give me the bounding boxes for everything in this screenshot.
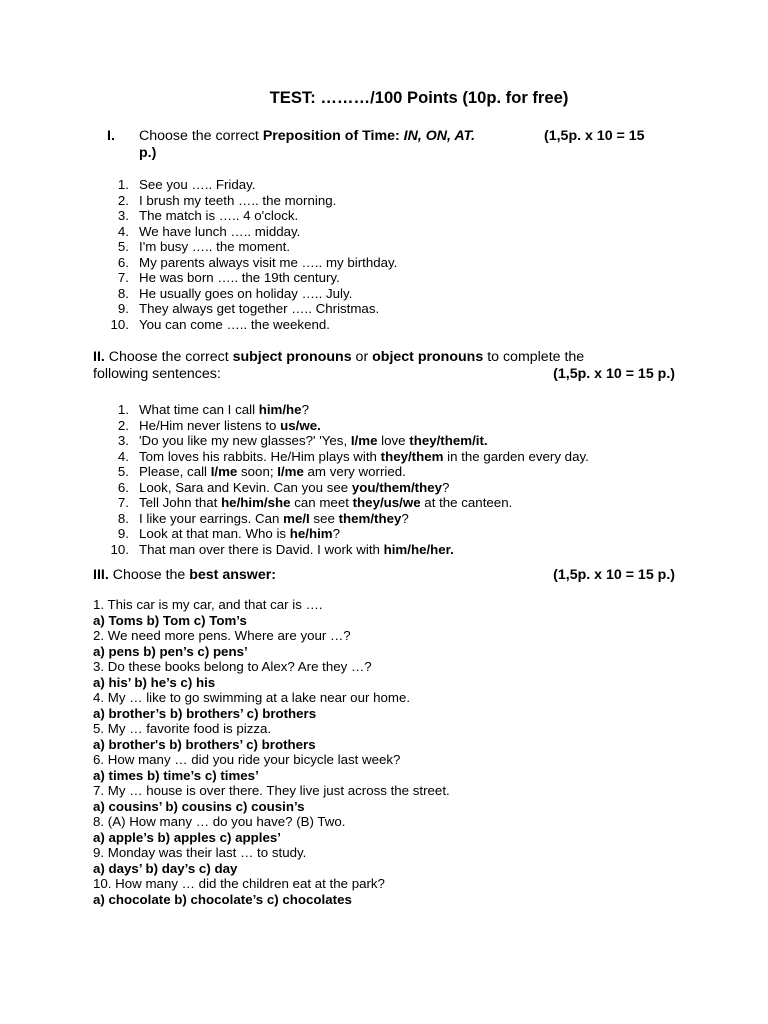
section-2-list bbox=[110, 402, 589, 557]
item-number: 10. bbox=[110, 541, 129, 557]
pronoun-options: they/them/it. bbox=[409, 433, 488, 448]
item-text: See you ….. Friday. bbox=[139, 177, 256, 192]
question: 8. (A) How many … do you have? (B) Two. bbox=[93, 814, 346, 829]
list-item bbox=[117, 270, 397, 286]
section-1-text-bold: Preposition of Time: bbox=[262, 128, 400, 144]
section-3-points: (1,5p. x 10 = 15 p.) bbox=[553, 567, 675, 583]
section-2-text-3: to complete the bbox=[483, 349, 585, 365]
list-item bbox=[117, 177, 397, 193]
list-item bbox=[117, 223, 397, 240]
list-item bbox=[110, 541, 589, 558]
list-item bbox=[117, 433, 589, 449]
item-text: Please, call bbox=[139, 464, 211, 479]
item-text: That man over there is David. I work with bbox=[139, 541, 384, 557]
item-text: Tom loves his rabbits. He/Him plays with bbox=[139, 448, 381, 464]
answer-options: a) days’ b) day’s c) day bbox=[93, 860, 238, 876]
answer-options: a) times b) time’s c) times’ bbox=[93, 767, 259, 783]
item-text: What time can I call bbox=[139, 402, 259, 417]
item-text: You can come ….. the weekend. bbox=[139, 316, 330, 332]
list-item bbox=[117, 448, 589, 465]
item-text: The match is ….. 4 o'clock. bbox=[139, 208, 299, 223]
item-text: My parents always visit me ….. my birthday. bbox=[139, 254, 398, 270]
section-3-list bbox=[93, 597, 450, 907]
section-1-text: Choose the correct bbox=[139, 128, 263, 144]
list-item bbox=[110, 316, 397, 333]
question: 1. This car is my car, and that car is …. bbox=[93, 597, 323, 612]
section-1-list bbox=[110, 177, 398, 332]
question: 7. My … house is over there. They live just across the street. bbox=[93, 783, 450, 798]
item-number: 3. bbox=[117, 208, 129, 223]
pronoun-options: I/me bbox=[277, 464, 304, 479]
section-2-heading bbox=[93, 349, 675, 383]
section-2-bold-2: object pronouns bbox=[372, 349, 484, 365]
item-text: am very worried. bbox=[303, 464, 406, 479]
section-2-points: (1,5p. x 10 = 15 p.) bbox=[553, 366, 675, 382]
question: 4. My … like to go swimming at a lake near our home. bbox=[93, 690, 411, 705]
section-3-number: III. bbox=[93, 567, 109, 583]
item-text: ? bbox=[332, 526, 341, 541]
answer-options: a) apple’s b) apples c) apples’ bbox=[93, 829, 281, 845]
list-item bbox=[117, 239, 397, 255]
question: 9. Monday was their last … to study. bbox=[93, 845, 307, 860]
list-item bbox=[117, 192, 397, 209]
item-text: see bbox=[309, 510, 339, 526]
item-text: We have lunch ….. midday. bbox=[139, 223, 301, 239]
pronoun-options: me/I bbox=[283, 510, 310, 526]
question: 10. How many … did the children eat at the park? bbox=[93, 876, 385, 891]
item-number: 9. bbox=[117, 301, 129, 316]
item-text: ? bbox=[401, 510, 409, 526]
item-number: 1. bbox=[117, 402, 129, 417]
item-number: 8. bbox=[117, 285, 129, 301]
pronoun-options: he/him bbox=[289, 526, 333, 541]
item-text: ? bbox=[442, 479, 450, 495]
section-2-instruction-line-2: following sentences: bbox=[93, 366, 221, 382]
pronoun-options: him/he/her. bbox=[383, 541, 454, 557]
pronoun-options: they/us/we bbox=[352, 495, 421, 510]
answer-options: a) cousins’ b) cousins c) cousin’s bbox=[93, 798, 305, 814]
list-item bbox=[117, 285, 397, 302]
pronoun-options: they/them bbox=[380, 448, 444, 464]
answer-options: a) brother’s b) brothers’ c) brothers bbox=[93, 705, 317, 721]
section-3-bold: best answer: bbox=[189, 567, 276, 583]
item-text: He usually goes on holiday ….. July. bbox=[139, 285, 353, 301]
section-2-number: II. bbox=[93, 349, 105, 365]
pronoun-options: I/me bbox=[210, 464, 238, 479]
page-title: TEST: ………/100 Points (10p. for free) bbox=[269, 88, 569, 107]
item-text: ? bbox=[301, 402, 309, 417]
answer-options: a) Toms b) Tom c) Tom’s bbox=[93, 612, 247, 628]
item-number: 7. bbox=[117, 270, 129, 285]
pronoun-options: us/we. bbox=[280, 417, 321, 433]
section-1-number: I. bbox=[107, 128, 115, 144]
section-1-instruction bbox=[139, 128, 519, 145]
section-2-text-2: or bbox=[351, 349, 373, 365]
list-item bbox=[117, 417, 589, 434]
item-number: 6. bbox=[117, 254, 129, 270]
section-3-text: Choose the bbox=[108, 567, 190, 583]
section-1-options: IN, ON, AT. bbox=[399, 128, 476, 144]
question: 6. How many … did you ride your bicycle last week? bbox=[93, 752, 401, 767]
item-text: I like your earrings. Can bbox=[139, 510, 284, 526]
list-item bbox=[117, 495, 589, 511]
pronoun-options: you/them/they bbox=[351, 479, 443, 495]
item-number: 4. bbox=[117, 448, 129, 464]
item-text: love bbox=[377, 433, 410, 448]
section-3-heading bbox=[93, 567, 675, 584]
item-number: 2. bbox=[117, 417, 129, 433]
item-number: 9. bbox=[117, 526, 129, 541]
item-number: 5. bbox=[117, 464, 129, 479]
list-item bbox=[117, 510, 589, 527]
item-number: 4. bbox=[117, 223, 129, 239]
item-text: Look at that man. Who is bbox=[139, 526, 290, 541]
item-number: 10. bbox=[110, 316, 129, 332]
section-1-points-cont: p.) bbox=[139, 145, 157, 161]
list-item bbox=[117, 301, 397, 317]
question: 2. We need more pens. Where are your …? bbox=[93, 628, 351, 643]
section-1-points: (1,5p. x 10 = 15 bbox=[544, 128, 645, 144]
item-number: 5. bbox=[117, 239, 129, 254]
answer-options: a) pens b) pen’s c) pens’ bbox=[93, 643, 248, 659]
item-text: Tell John that bbox=[139, 495, 222, 510]
list-item bbox=[117, 254, 398, 271]
pronoun-options: him/he bbox=[258, 402, 302, 417]
item-number: 7. bbox=[117, 495, 129, 510]
item-text: Look, Sara and Kevin. Can you see bbox=[139, 479, 352, 495]
answer-options: a) chocolate b) chocolate’s c) chocolates bbox=[93, 891, 352, 907]
item-number: 2. bbox=[117, 192, 129, 208]
item-text: They always get together ….. Christmas. bbox=[139, 301, 380, 316]
list-item bbox=[117, 526, 589, 542]
pronoun-options: I/me bbox=[350, 433, 378, 448]
list-item bbox=[117, 208, 397, 224]
item-text: He was born ….. the 19th century. bbox=[139, 270, 340, 285]
item-text: I brush my teeth ….. the morning. bbox=[139, 192, 337, 208]
item-text: can meet bbox=[290, 495, 353, 510]
item-text: 'Do you like my new glasses?' 'Yes, bbox=[139, 433, 351, 448]
list-item bbox=[117, 464, 589, 480]
answer-options: a) brother's b) brothers’ c) brothers bbox=[93, 736, 316, 752]
pronoun-options: he/him/she bbox=[221, 495, 291, 510]
item-text: I'm busy ….. the moment. bbox=[139, 239, 291, 254]
item-number: 8. bbox=[117, 510, 129, 526]
pronoun-options: them/they bbox=[338, 510, 402, 526]
list-item bbox=[117, 479, 589, 496]
section-3-instruction bbox=[93, 567, 276, 583]
item-text: He/Him never listens to bbox=[139, 417, 281, 433]
item-number: 3. bbox=[117, 433, 129, 448]
item-number: 6. bbox=[117, 479, 129, 495]
item-text: soon; bbox=[237, 464, 278, 479]
section-2-bold-1: subject pronouns bbox=[232, 349, 352, 365]
question: 5. My … favorite food is pizza. bbox=[93, 721, 272, 736]
item-text: in the garden every day. bbox=[443, 448, 589, 464]
answer-options: a) his’ b) he’s c) his bbox=[93, 674, 216, 690]
list-item bbox=[117, 402, 589, 418]
section-2-text: Choose the correct bbox=[104, 349, 233, 365]
item-number: 1. bbox=[117, 177, 129, 192]
section-2-instruction bbox=[93, 349, 675, 366]
item-text: at the canteen. bbox=[420, 495, 513, 510]
question: 3. Do these books belong to Alex? Are they …? bbox=[93, 659, 372, 674]
